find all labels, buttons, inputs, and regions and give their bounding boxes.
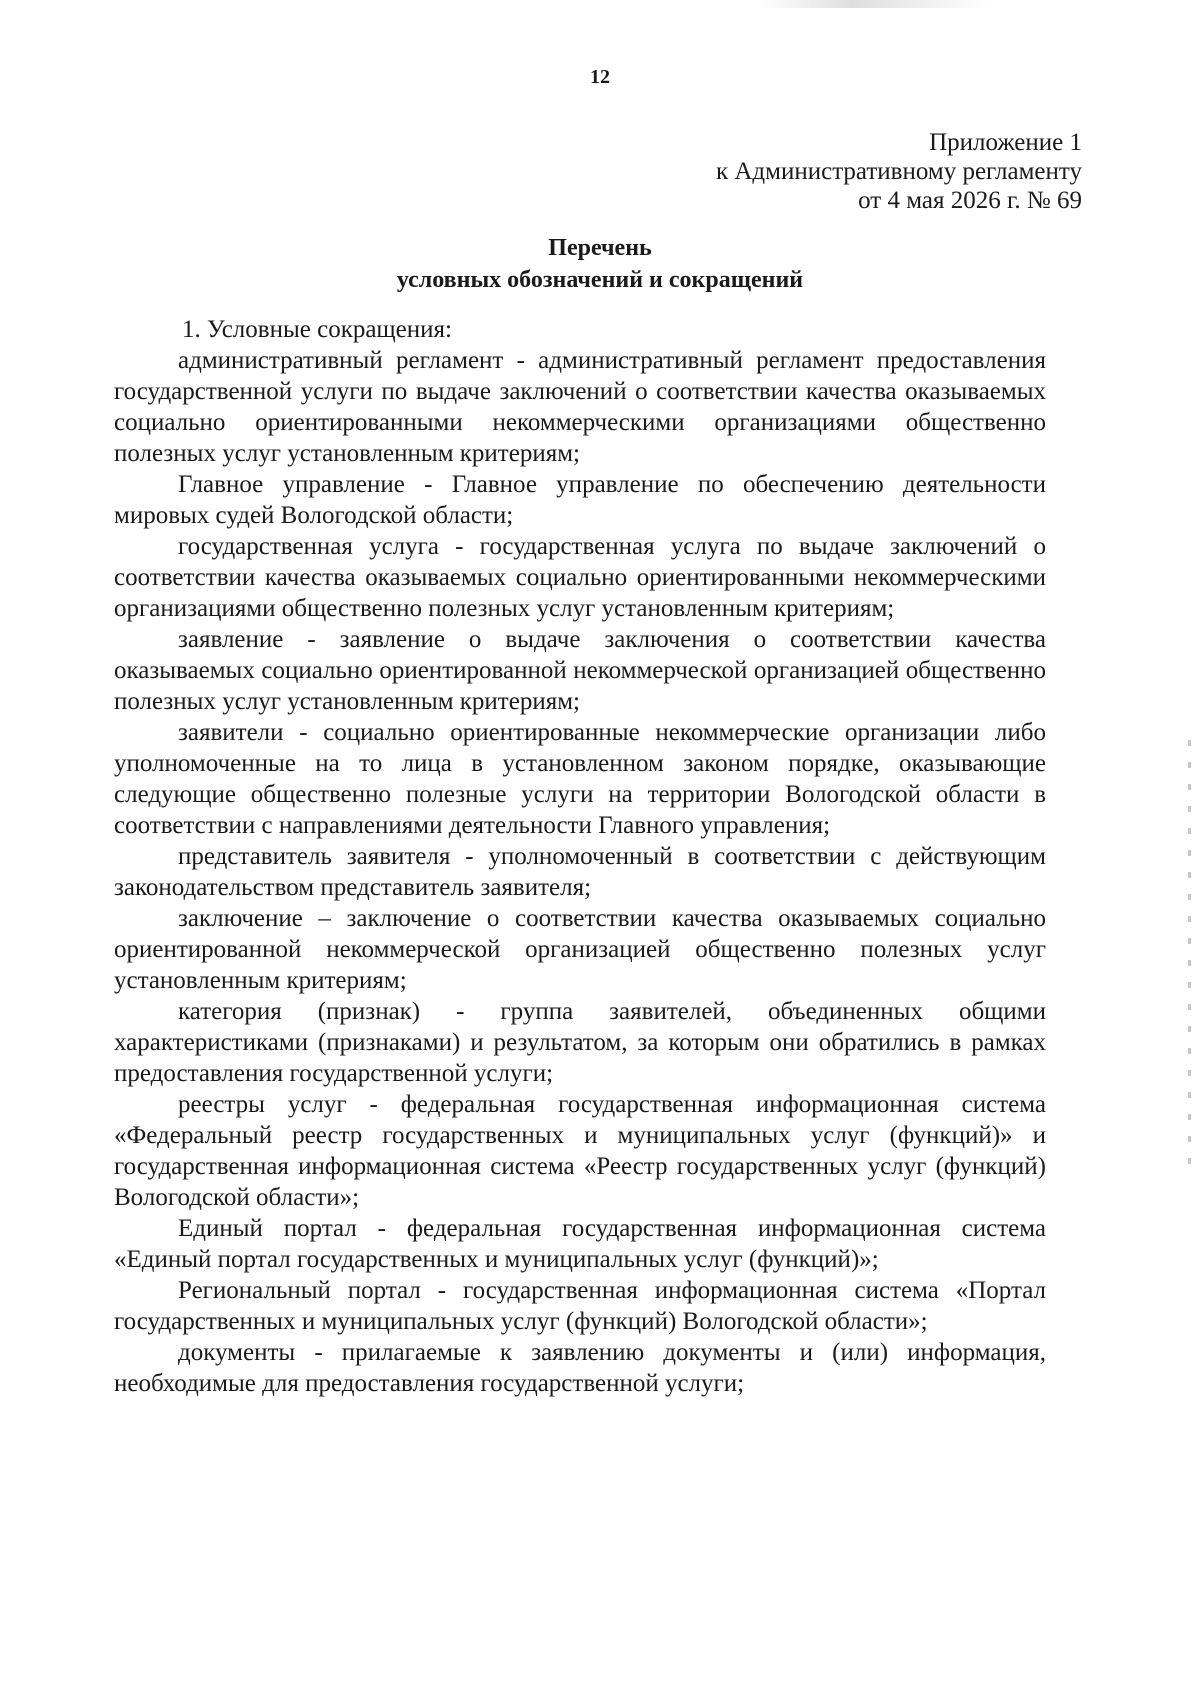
definition-item: Главное управление - Главное управление по обеспечению деятельности мировых судей Вологодской области;	[114, 471, 1046, 529]
page-number: 12	[590, 66, 610, 88]
definition-item: заявители - социально ориентированные некоммерческие организации либо уполномоченные на то лица в установленном законом порядке, оказывающие следующие общественно полезные услуги на территории Вологодской области в соответствии с направлениями деятельности Главного управления;	[114, 719, 1046, 839]
definition-item: заключение – заключение о соответствии качества оказываемых социально ориентированной некоммерческой организацией общественно полезных услуг установленным критериям;	[114, 905, 1046, 994]
appendix-header	[716, 128, 1082, 215]
definition-item: документы - прилагаемые к заявлению документы и (или) информация, необходимые для предоставления государственной услуги;	[114, 1339, 1046, 1397]
definition-item: реестры услуг - федеральная государственная информационная система «Федеральный реестр государственных и муниципальных услуг (функций)» и государственная информационная система «Реестр государственных услуг (функций) Вологодской области»;	[114, 1091, 1046, 1211]
definition-item: административный регламент - административный регламент предоставления государственной услуги по выдаче заключений о соответствии качества оказываемых социально ориентированными некоммерческими организациями общественно полезных услуг установленным критериям;	[114, 347, 1046, 467]
scan-edge-artifact	[1188, 740, 1191, 1180]
definitions-list	[114, 314, 1046, 1399]
scan-artifact	[760, 0, 990, 8]
appendix-line-1: Приложение 1	[929, 129, 1082, 156]
definition-item: Единый портал - федеральная государственная информационная система «Единый портал государственных и муниципальных услуг (функций)»;	[114, 1215, 1046, 1273]
title-line-2: условных обозначений и сокращений	[396, 267, 804, 293]
definition-item: государственная услуга - государственная услуга по выдаче заключений о соответствии качества оказываемых социально ориентированными некоммерческими организациями общественно полезных услуг установленным критериям;	[114, 533, 1046, 622]
section-heading: 1. Условные сокращения:	[182, 316, 452, 343]
appendix-line-3: от 4 мая 2026 г. № 69	[858, 187, 1082, 214]
appendix-line-2: к Административному регламенту	[715, 158, 1082, 185]
definition-item: заявление - заявление о выдаче заключения о соответствии качества оказываемых социально ориентированной некоммерческой организацией общественно полезных услуг установленным критериям;	[114, 626, 1046, 715]
document-title	[0, 232, 1200, 296]
definition-item: представитель заявителя - уполномоченный в соответствии с действующим законодательством представитель заявителя;	[114, 843, 1046, 901]
definition-item: Региональный портал - государственная информационная система «Портал государственных и муниципальных услуг (функций) Вологодской области»;	[114, 1277, 1046, 1335]
definition-item: категория (признак) - группа заявителей, объединенных общими характеристиками (признаками) и результатом, за которым они обратились в рамках предоставления государственной услуги;	[114, 998, 1046, 1087]
title-line-1: Перечень	[548, 235, 652, 261]
